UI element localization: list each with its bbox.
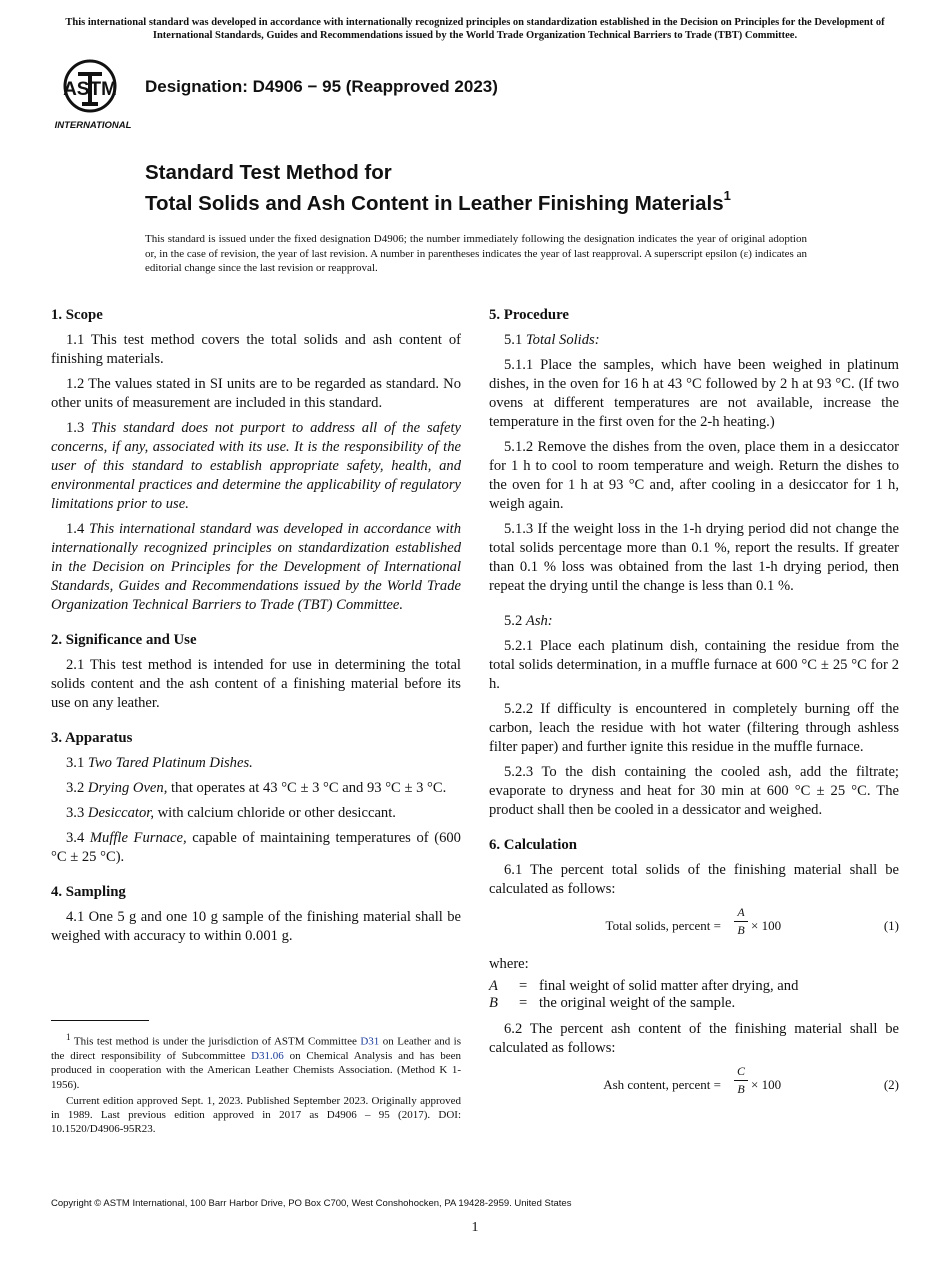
definition-a — [489, 978, 899, 995]
procedure-5-2-label: Ash: — [525, 613, 553, 629]
scope-1-3-num: 1.3 — [66, 420, 85, 436]
equation-1-denominator: B — [737, 923, 745, 937]
apparatus-3-4-num: 3.4 — [66, 830, 85, 846]
scope-1-4-num: 1.4 — [66, 521, 85, 537]
calculation-heading: 6. Calculation — [489, 837, 577, 853]
footnote-1 — [51, 1030, 461, 1092]
procedure-heading: 5. Procedure — [489, 307, 569, 323]
procedure-5-1-label: Total Solids: — [525, 332, 600, 348]
significance-heading: 2. Significance and Use — [51, 632, 197, 648]
issued-note: This standard is issued under the fixed designation D4906; the number immediately following the designation indicates the year of original adoption or, in the case of revision, the year of last revision. A number in parentheses indicates the year of last reapproval. A superscript epsilon (ε) indicates an editorial change since the last revision or reapproval. — [145, 233, 807, 274]
equation-1 — [489, 905, 899, 945]
footnote-2: Current edition approved Sept. 1, 2023. Published September 2023. Originally approved in 1989. Last previous edition approved in 2017 as D4906 – 95 (2017). DOI: 10.1520/D4906-95R23. — [51, 1094, 461, 1136]
apparatus-3-3-num: 3.3 — [66, 805, 85, 821]
apparatus-3-1 — [51, 754, 461, 773]
title-footnote-ref: 1 — [723, 188, 731, 203]
equation-2 — [489, 1064, 899, 1104]
apparatus-3-2-num: 3.2 — [66, 780, 85, 796]
procedure-5-1 — [489, 331, 899, 350]
document-title — [145, 160, 731, 216]
left-column — [51, 306, 461, 952]
sampling-heading: 4. Sampling — [51, 884, 126, 900]
copyright: Copyright © ASTM International, 100 Barr Harbor Drive, PO Box C700, West Conshohocken, PA 19428-2959. United States — [51, 1198, 572, 1209]
equation-2-denominator: B — [737, 1082, 745, 1096]
equation-1-numerator: A — [737, 905, 745, 919]
apparatus-3-2-term: Drying Oven, — [87, 780, 168, 796]
procedure-5-2-3: 5.2.3 To the dish containing the cooled ash, add the filtrate; evaporate to dryness and heat for 30 min at 600 °C ± 25 °C. The product shall then be cooled in a dessicator and weighed. — [489, 764, 899, 818]
title-line-2: Total Solids and Ash Content in Leather Finishing Materials — [145, 191, 724, 215]
procedure-5-2 — [489, 612, 899, 631]
equation-1-number: (1) — [883, 918, 899, 933]
definition-a-var: A — [489, 978, 498, 994]
procedure-5-2-num: 5.2 — [504, 613, 523, 629]
equation-1-label: Total solids, percent = — [605, 918, 721, 933]
definition-b-eq: = — [519, 995, 528, 1011]
scope-1-4-text: This international standard was developed in accordance with internationally recognized principles on standardization established in the Decision on Principles for the Development of International Standards, Guides and Recommendations issued by the World Trade Organization Technical Barriers to Trade (TBT) Committee. — [51, 521, 462, 613]
page-number: 1 — [471, 1220, 479, 1235]
right-column — [489, 306, 899, 1114]
sampling-4-1: 4.1 One 5 g and one 10 g sample of the finishing material shall be weighed with accuracy to within 0.001 g. — [51, 909, 461, 944]
definition-b-desc: the original weight of the sample. — [539, 995, 736, 1011]
logo-letters: ASTM — [63, 79, 117, 100]
scope-1-3-text: This standard does not purport to address all of the safety concerns, if any, associated with its use. It is the responsibility of the user of this standard to establish appropriate safety, health, and environmental practices and determine the applicability of regulatory limitations prior to use. — [51, 420, 461, 512]
apparatus-3-3 — [51, 804, 461, 823]
equation-1-multiplier: × 100 — [751, 918, 782, 933]
apparatus-3-2-text: that operates at 43 °C ± 3 °C and 93 °C ± 3 °C. — [171, 780, 447, 796]
scope-1-1: 1.1 This test method covers the total solids and ash content of finishing materials. — [51, 332, 461, 367]
scope-1-2: 1.2 The values stated in SI units are to be regarded as standard. No other units of measurement are included in this standard. — [51, 376, 461, 411]
definition-a-desc: final weight of solid matter after drying, and — [539, 978, 799, 994]
procedure-5-1-num: 5.1 — [504, 332, 523, 348]
equation-2-numerator: C — [736, 1064, 745, 1078]
apparatus-3-3-text: with calcium chloride or other desiccant. — [157, 805, 396, 821]
apparatus-3-4-term: Muffle Furnace, — [89, 830, 187, 846]
equation-2-multiplier: × 100 — [751, 1077, 782, 1092]
equation-2-label: Ash content, percent = — [603, 1077, 721, 1092]
apparatus-3-3-term: Desiccator, — [87, 805, 154, 821]
astm-logo — [52, 56, 134, 132]
significance-2-1: 2.1 This test method is intended for use in determining the total solids content and the ash content of a finishing material before its use on any leather. — [51, 657, 461, 711]
logo-text: INTERNATIONAL — [54, 120, 132, 131]
scope-heading: 1. Scope — [51, 307, 103, 323]
top-notice: This international standard was developed in accordance with internationally recognized principles on standardization established in the Decision on Principles for the Development of International Standards, Guides and Recommendations issued by the World Trade Organization Technical Barriers to Trade (TBT) Committee. — [65, 17, 885, 41]
definition-a-eq: = — [519, 978, 528, 994]
footnote-1-text-c: on Chemical Analysis and has been produced in cooperation with the American Leather Chemists Association. (Method K 1-1956). — [51, 1049, 462, 1091]
equation-2-fraction — [734, 1064, 748, 1097]
apparatus-3-1-term: Two Tared Platinum Dishes. — [87, 755, 253, 771]
apparatus-3-1-num: 3.1 — [66, 755, 85, 771]
equation-2-number: (2) — [883, 1077, 899, 1092]
procedure-5-2-2: 5.2.2 If difficulty is encountered in completely burning off the carbon, leach the residue with hot water (filtering through ashless filter paper) and further ignite this residue in the muffle furnace. — [489, 701, 899, 755]
definition-b-var: B — [489, 995, 498, 1011]
apparatus-heading: 3. Apparatus — [51, 730, 133, 746]
calculation-6-2: 6.2 The percent ash content of the finishing material shall be calculated as follows: — [489, 1021, 899, 1056]
equation-1-fraction — [734, 905, 748, 938]
procedure-5-1-3: 5.1.3 If the weight loss in the 1-h drying period did not change the total solids percentage more than 0.1 %, report the results. If greater than 0.1 % loss was obtained from the last 1-h drying period, then repeat the drying until the change is less than 0.1 %. — [489, 521, 899, 594]
committee-link[interactable]: D31 — [360, 1035, 380, 1048]
footnote-rule — [51, 1020, 149, 1021]
designation: Designation: D4906 − 95 (Reapproved 2023) — [145, 77, 498, 96]
footnote-1-mark: 1 — [66, 1032, 71, 1042]
footnote-1-text-a: This test method is under the jurisdiction of ASTM Committee — [73, 1035, 357, 1048]
subcommittee-link[interactable]: D31.06 — [251, 1049, 284, 1062]
scope-1-4 — [51, 520, 461, 615]
procedure-5-1-1: 5.1.1 Place the samples, which have been weighed in platinum dishes, in the oven for 16 h at 43 °C followed by 2 h at 93 °C. (If two ovens at different temperatures are not available, increase the temperature in the first oven for the 2-h heating.) — [489, 357, 899, 430]
procedure-5-1-2: 5.1.2 Remove the dishes from the oven, place them in a desiccator for 1 h to cool to room temperature and weigh. Return the dishes to the oven for 1 h at 93 °C and, after cooling in a desiccator for 1 h, weigh again. — [489, 439, 899, 512]
definition-b — [489, 995, 899, 1012]
scope-1-3 — [51, 419, 461, 514]
footnotes — [51, 1030, 461, 1139]
footnote-1-text-b: on Leather and is the direct responsibility of Subcommittee — [51, 1035, 462, 1062]
title-line-1: Standard Test Method for — [145, 161, 392, 184]
apparatus-3-4 — [51, 829, 461, 867]
apparatus-3-2 — [51, 779, 461, 798]
where-label: where: — [489, 956, 529, 972]
apparatus-3-4-text: capable of maintaining temperatures of (600 °C ± 25 °C). — [51, 830, 461, 865]
calculation-6-1: 6.1 The percent total solids of the finishing material shall be calculated as follows: — [489, 862, 899, 897]
procedure-5-2-1: 5.2.1 Place each platinum dish, containing the residue from the total solids determination, in a muffle furnace at 600 °C ± 25 °C for 2 h. — [489, 638, 899, 692]
